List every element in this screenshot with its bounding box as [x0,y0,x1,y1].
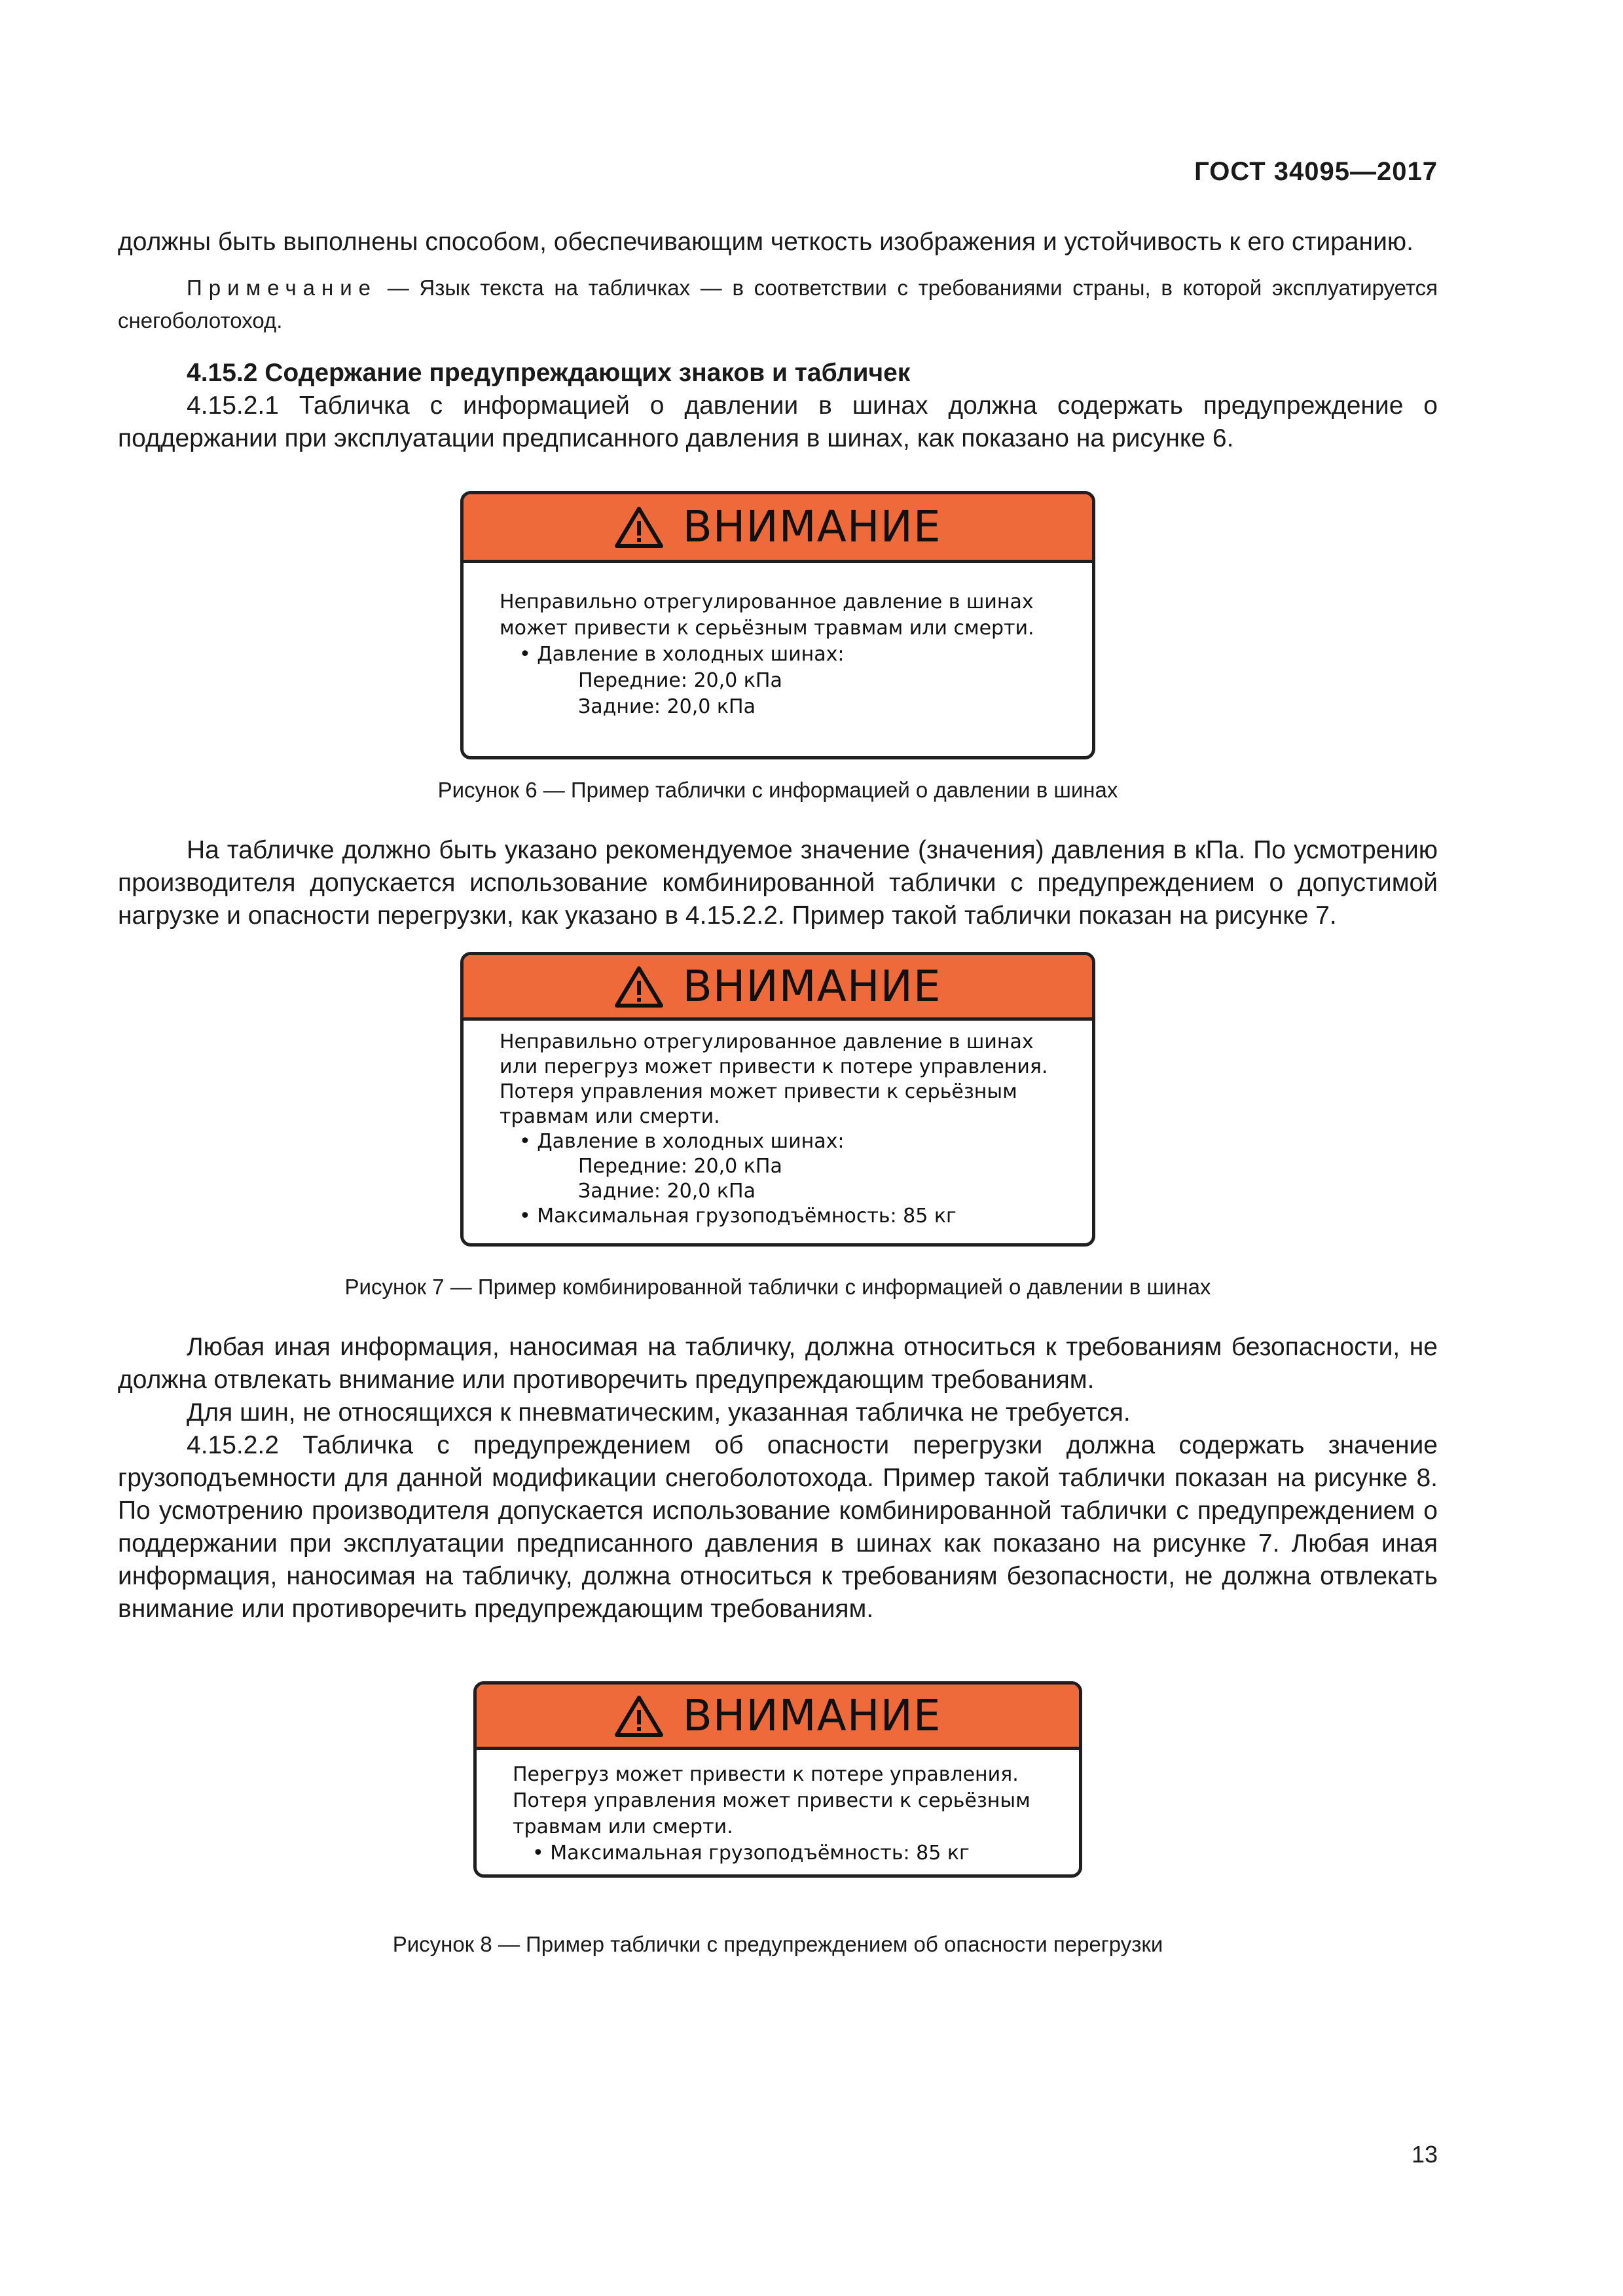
sign-title: ВНИМАНИЕ [682,501,941,552]
figure-6 [118,491,1438,759]
sign-body [464,1021,1092,1229]
sign-body [464,563,1092,720]
sign-line: Перегруз может привести к потере управления. [513,1763,1019,1786]
sign-header [464,494,1092,563]
figure-7-caption: Рисунок 7 — Пример комбинированной таблички с информацией о давлении в шинах [344,1275,1211,1299]
sign-body [477,1750,1079,1867]
sign-line: травмам или смерти. [513,1815,733,1838]
standard-number: ГОСТ 34095—2017 [1194,157,1438,186]
warning-sign [473,1681,1082,1878]
sign-title: ВНИМАНИЕ [682,1690,941,1741]
paragraph-other-info: Любая иная информация, наносимая на табличку, должна относиться к требованиям безопасности, не должна отвлекать внимание или противоречить предупреждающим требованиям. [118,1333,1438,1394]
sign-line: Потеря управления может привести к серьёзным [500,1080,1017,1103]
sign-line: может привести к серьёзным травмам или смерти. [500,617,1034,640]
figure-6-caption: Рисунок 6 — Пример таблички с информацией о давлении в шинах [437,778,1118,802]
figure-7 [118,952,1438,1247]
warning-sign [460,491,1095,759]
sign-line: • Давление в холодных шинах: [519,643,845,666]
sign-header [464,955,1092,1021]
warning-triangle-icon [614,965,664,1008]
sign-line: • Максимальная грузоподъёмность: 85 кг [532,1842,970,1865]
sign-line: травмам или смерти. [500,1105,720,1128]
paragraph-continuation: должны быть выполнены способом, обеспечивающим четкость изображения и устойчивость к его стиранию. [118,228,1413,256]
sign-line: Передние: 20,0 кПа [578,669,782,692]
paragraph-4-15-2-1: 4.15.2.1 Табличка с информацией о давлении в шинах должна содержать предупреждение о поддержании при эксплуатации предписанного давления в шинах, как показано на рисунке 6. [118,392,1438,452]
section-heading: 4.15.2 Содержание предупреждающих знаков и табличек [187,359,911,387]
paragraph-non-pneumatic: Для шин, не относящихся к пневматическим, указанная табличка не требуется. [187,1398,1131,1427]
note [118,272,1438,337]
warning-triangle-icon [614,1694,664,1738]
page-content [118,226,1438,1959]
sign-header [477,1685,1079,1750]
sign-title: ВНИМАНИЕ [682,960,941,1011]
sign-line: • Максимальная грузоподъёмность: 85 кг [519,1205,957,1228]
note-label: Примечание [187,276,378,300]
sign-line: • Давление в холодных шинах: [519,1130,845,1153]
warning-triangle-icon [614,505,664,549]
figure-8-caption: Рисунок 8 — Пример таблички с предупреждением об опасности перегрузки [392,1932,1163,1956]
page-number: 13 [1411,2141,1438,2168]
paragraph-4-15-2-2: 4.15.2.2 Табличка с предупреждением об опасности перегрузки должна содержать значение грузоподъемности для данной модификации снегоболотохода. Пример такой таблички показан на рисунке 8. По усмотрению производителя допускается использование комбинированной таблички с предупреждением о поддержании при эксплуатации предписанного давления в шинах как показано на рисунке 7. Любая иная информация, наносимая на табличку, должна относиться к требованиям безопасности, не должна отвлекать внимание или противоречить предупреждающим требованиям. [118,1431,1438,1623]
paragraph-kpa: На табличке должно быть указано рекомендуемое значение (значения) давления в кПа. По усмотрению производителя допускается использование комбинированной таблички с предупреждением о допустимой нагрузке и опасности перегрузки, как указано в 4.15.2.2. Пример такой таблички показан на рисунке 7. [118,836,1438,930]
sign-line: Передние: 20,0 кПа [578,1155,782,1178]
sign-line: или перегруз может привести к потере управления. [500,1055,1048,1078]
sign-line: Задние: 20,0 кПа [578,695,756,718]
sign-line: Неправильно отрегулированное давление в шинах [500,1030,1034,1053]
sign-line: Потеря управления может привести к серьёзным [513,1789,1030,1812]
sign-line: Задние: 20,0 кПа [578,1180,756,1203]
figure-8 [118,1681,1438,1878]
sign-line: Неправильно отрегулированное давление в шинах [500,591,1034,613]
warning-sign [460,952,1095,1247]
note-text: — Язык текста на табличках — в соответствии с требованиями страны, в которой эксплуатируется снегоболотоход. [118,276,1438,333]
